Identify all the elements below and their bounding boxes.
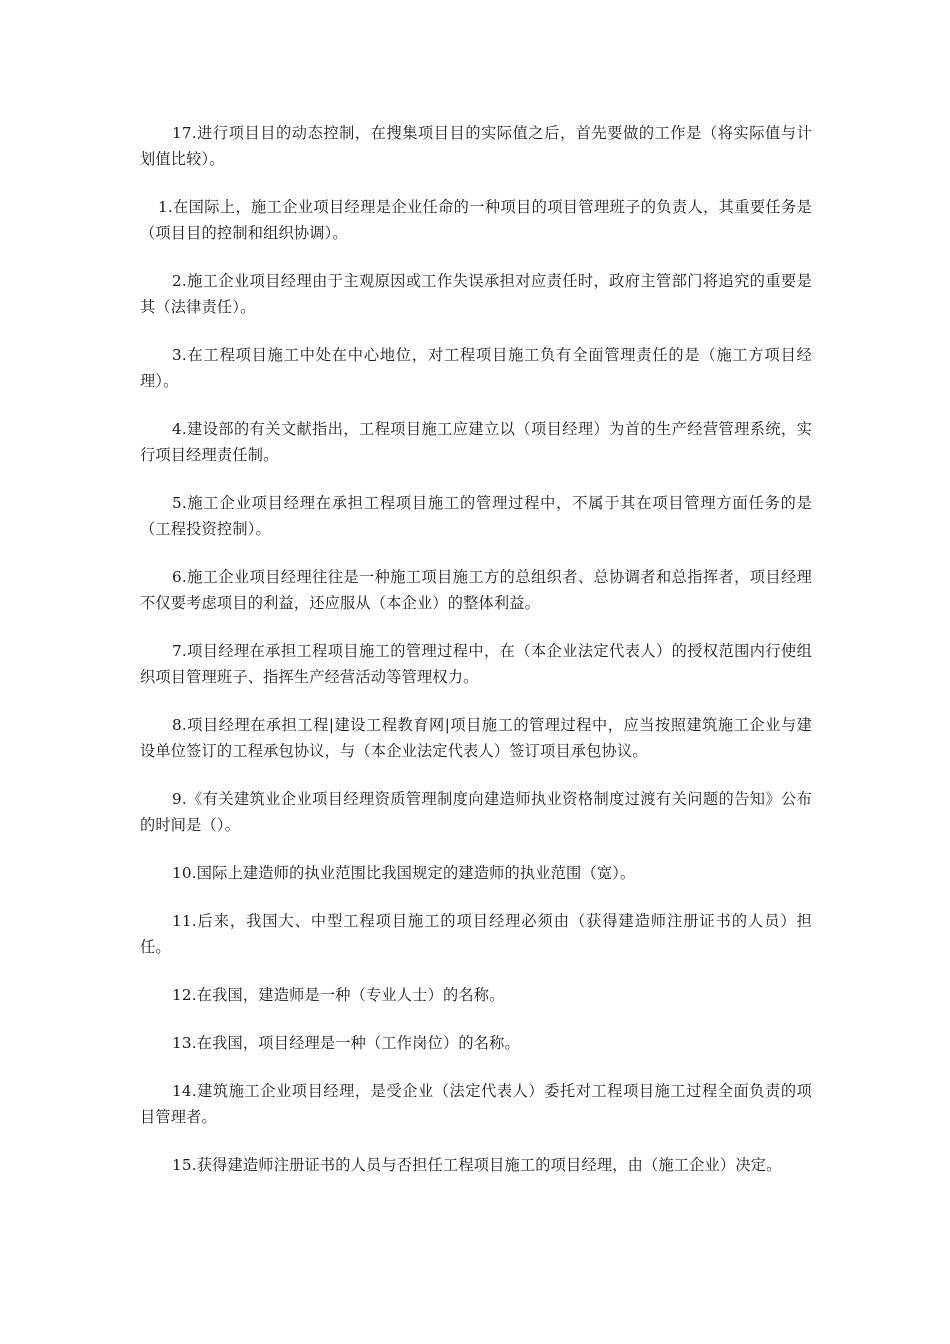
paragraph-q2: 2.施工企业项目经理由于主观原因或工作失误承担对应责任时，政府主管部门将追究的重要是其（法律责任）。 — [140, 272, 812, 316]
paragraph-q15: 15.获得建造师注册证书的人员与否担任工程项目施工的项目经理，由（施工企业）决定。 — [172, 1156, 782, 1174]
paragraph-q4: 4.建设部的有关文献指出，工程项目施工应建立以（项目经理）为首的生产经营管理系统，实行项目经理责任制。 — [140, 420, 812, 464]
paragraph-q14: 14.建筑施工企业项目经理，是受企业（法定代表人）委托对工程项目施工过程全面负责的项目管理者。 — [140, 1082, 812, 1126]
paragraph-q5: 5.施工企业项目经理在承担工程项目施工的管理过程中，不属于其在项目管理方面任务的是（工程投资控制）。 — [140, 494, 812, 538]
paragraph-q7: 7.项目经理在承担工程项目施工的管理过程中，在（本企业法定代表人）的授权范围内行使组织项目管理班子、指挥生产经营活动等管理权力。 — [140, 642, 812, 686]
paragraph-q11: 11.后来，我国大、中型工程项目施工的项目经理必须由（获得建造师注册证书的人员）担任。 — [140, 912, 812, 956]
paragraph-q9: 9.《有关建筑业企业项目经理资质管理制度向建造师执业资格制度过渡有关问题的告知》公布的时间是（）。 — [140, 790, 812, 834]
paragraph-q12: 12.在我国，建造师是一种（专业人士）的名称。 — [172, 986, 505, 1004]
paragraph-q1: 1.在国际上，施工企业项目经理是企业任命的一种项目的项目管理班子的负责人，其重要任务是（项目目的控制和组织协调）。 — [140, 198, 812, 242]
paragraph-q3: 3.在工程项目施工中处在中心地位，对工程项目施工负有全面管理责任的是（施工方项目经理）。 — [140, 346, 812, 390]
document-page — [140, 120, 812, 1200]
paragraph-q13: 13.在我国，项目经理是一种（工作岗位）的名称。 — [172, 1034, 520, 1052]
paragraph-q17: 17.进行项目目的动态控制，在搜集项目目的实际值之后，首先要做的工作是（将实际值与计划值比较）。 — [140, 124, 812, 168]
paragraph-q6: 6.施工企业项目经理往往是一种施工项目施工方的总组织者、总协调者和总指挥者，项目经理不仅要考虑项目的利益，还应服从（本企业）的整体利益。 — [140, 568, 812, 612]
paragraph-q10: 10.国际上建造师的执业范围比我国规定的建造师的执业范围（宽）。 — [172, 864, 636, 882]
paragraph-q8: 8.项目经理在承担工程|建设工程教育网|项目施工的管理过程中，应当按照建筑施工企业与建设单位签订的工程承包协议，与（本企业法定代表人）签订项目承包协议。 — [140, 716, 812, 760]
